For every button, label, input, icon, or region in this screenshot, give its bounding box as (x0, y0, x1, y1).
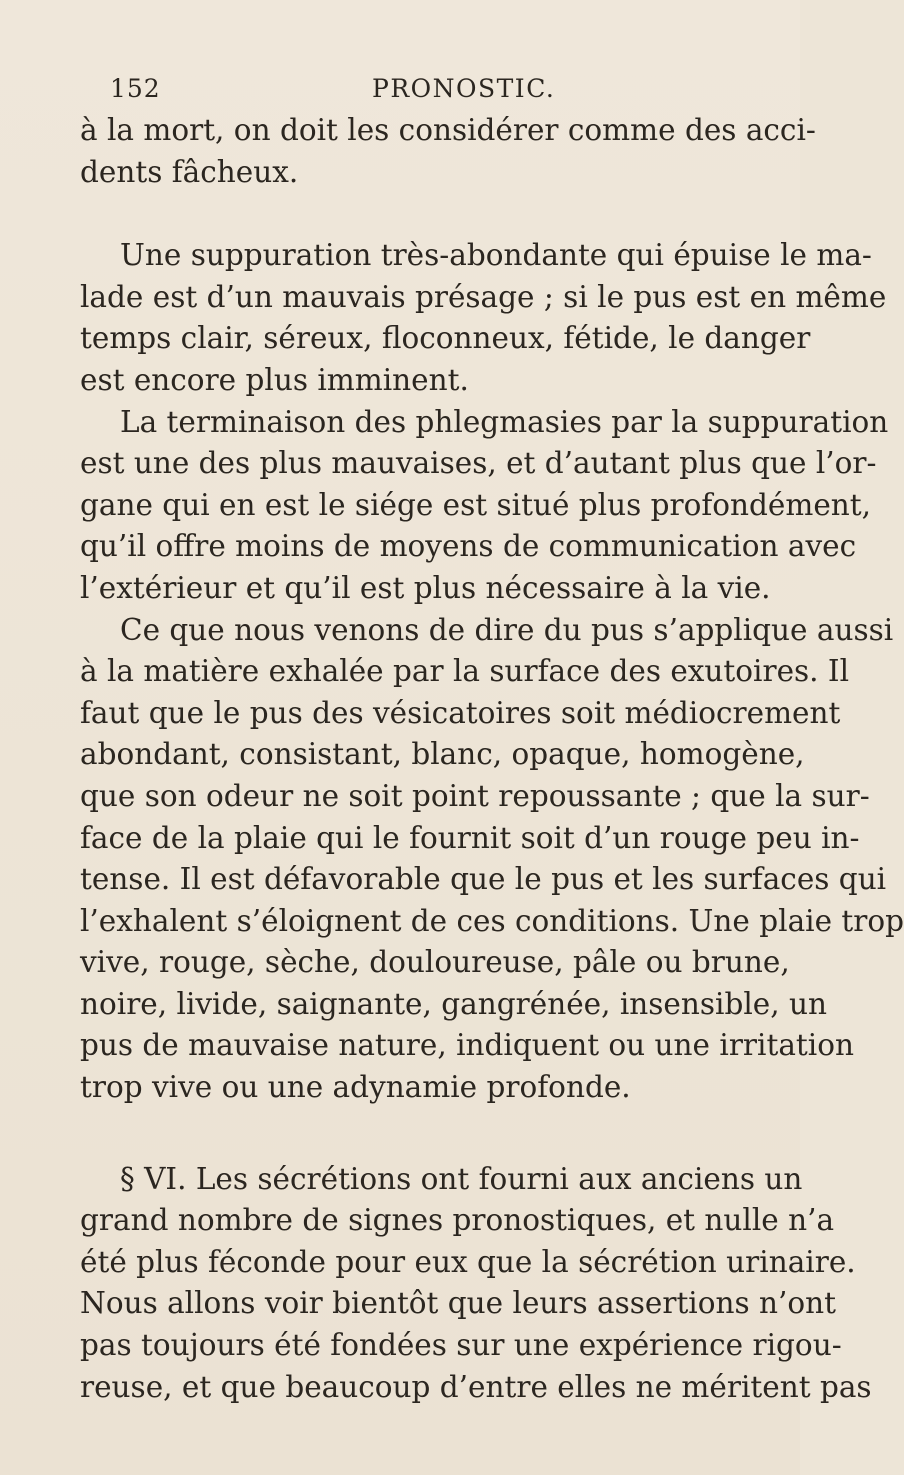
text-line: qu’il offre moins de moyens de communication avec (80, 529, 857, 564)
text-line: est encore plus imminent. (80, 362, 469, 397)
text-line: à la matière exhalée par la surface des exutoires. Il (80, 654, 850, 689)
text-line: l’exhalent s’éloignent de ces conditions. Une plaie trop (80, 903, 904, 938)
text-line: Une suppuration très-abondante qui épuise le ma- (120, 238, 872, 273)
text-line: que son odeur ne soit point repoussante ; que la sur- (80, 778, 870, 813)
text-line: pus de mauvaise nature, indiquent ou une irritation (80, 1028, 854, 1063)
text-line: l’extérieur et qu’il est plus nécessaire à la vie. (80, 570, 771, 605)
text-line: Nous allons voir bientôt que leurs assertions n’ont (80, 1286, 836, 1321)
text-line: faut que le pus des vésicatoires soit médiocrement (80, 695, 841, 730)
text-line: trop vive ou une adynamie profonde. (80, 1070, 631, 1105)
paragraph-section-vi (80, 1159, 872, 1409)
paragraph-suppuration (80, 235, 887, 401)
paragraph-terminaison (80, 402, 889, 610)
text-line: reuse, et que beaucoup d’entre elles ne méritent pas (80, 1369, 872, 1404)
text-line: tense. Il est défavorable que le pus et les surfaces qui (80, 862, 887, 897)
text-line: est une des plus mauvaises, et d’autant plus que l’or- (80, 446, 877, 481)
page-header (80, 70, 760, 108)
text-line: temps clair, séreux, floconneux, fétide, le danger (80, 321, 811, 356)
text-line: vive, rouge, sèche, douloureuse, pâle ou brune, (80, 945, 790, 980)
text-line: gane qui en est le siége est situé plus profondément, (80, 487, 872, 522)
text-line: grand nombre de signes pronostiques, et nulle n’a (80, 1203, 835, 1238)
text-line: dents fâcheux. (80, 154, 299, 189)
text-line: été plus féconde pour eux que la sécrétion urinaire. (80, 1244, 856, 1279)
text-line: Ce que nous venons de dire du pus s’applique aussi (120, 612, 894, 647)
text-line: abondant, consistant, blanc, opaque, homogène, (80, 737, 805, 772)
text-line: face de la plaie qui le fournit soit d’un rouge peu in- (80, 820, 860, 855)
page-number: 152 (110, 74, 161, 103)
text-line: à la mort, on doit les considérer comme des acci- (80, 113, 816, 147)
running-head: PRONOSTIC. (372, 74, 556, 103)
text-line: lade est d’un mauvais présage ; si le pus est en même (80, 279, 887, 314)
text-line: La terminaison des phlegmasies par la suppuration (120, 404, 889, 439)
text-line: noire, livide, saignante, gangrénée, insensible, un (80, 986, 827, 1021)
text-line: § VI. Les sécrétions ont fourni aux anciens un (120, 1161, 803, 1196)
text-line: pas toujours été fondées sur une expérience rigou- (80, 1328, 842, 1363)
paragraph-exutoires (80, 610, 904, 1109)
paragraph-continuation (80, 110, 816, 193)
